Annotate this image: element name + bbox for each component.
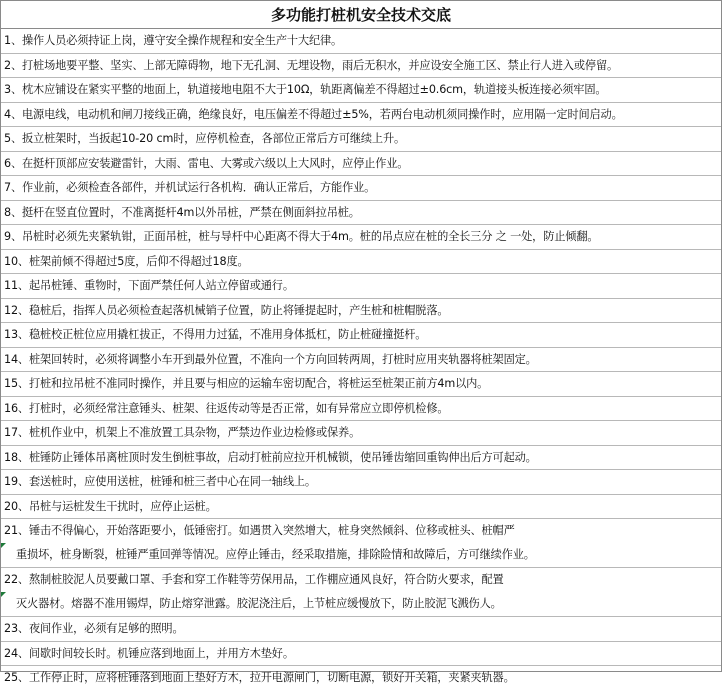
briefing-item-22	[1, 568, 721, 617]
briefing-item-15: 15、打桩和拉吊桩不准同时操作，并且要与相应的运输车密切配合，将桩运至桩架正前方4m以内。	[1, 372, 721, 397]
briefing-item-11: 11、起吊桩锤、重物时，下面严禁任何人站立停留或通行。	[1, 274, 721, 299]
briefing-item-line: 灭火器材。熔器不准用锡焊，防止熔穿泄露。胶泥浇注后，上节桩应缓慢放下，防止胶泥飞溅伤人。	[16, 597, 502, 610]
briefing-item-17: 17、桩机作业中，机架上不准放置工具杂物，严禁边作业边检修或保养。	[1, 421, 721, 446]
briefing-item-23: 23、夜间作业，必须有足够的照明。	[1, 617, 721, 642]
briefing-item-3: 3、枕木应铺设在紧实平整的地面上，轨道接地电阻不大于10Ω，轨距离偏差不得超过±0.6cm，轨道接头板连接必须牢固。	[1, 78, 721, 103]
briefing-item-line: 21、锤击不得偏心，开始落距要小，低锤密打。如遇贯入突然增大，桩身突然倾斜、位移或桩头、桩帽严	[4, 524, 515, 537]
briefing-item-13: 13、稳桩校正桩位应用撬杠拔正，不得用力过猛，不准用身体抵杠，防止桩碰撞挺杆。	[1, 323, 721, 348]
briefing-item-18: 18、桩锤防止锤体吊离桩顶时发生倒桩事故，启动打桩前应拉开机械锁，使吊锤齿缩回重钩伸出后方可起动。	[1, 446, 721, 471]
briefing-item-16: 16、打桩时，必须经常注意锤头、桩架、往返传动等是否正常，如有异常应立即停机检修。	[1, 397, 721, 422]
briefing-item-5: 5、扳立桩架时，当扳起10-20 cm时，应停机检查，各部位正常后方可继续上升。	[1, 127, 721, 152]
briefing-item-4: 4、电源电线，电动机和闸刀接线正确，绝缘良好，电压偏差不得超过±5%，若两台电动机须同操作时，应用隔一定时间启动。	[1, 103, 721, 128]
briefing-item-line: 重损坏，桩身断裂，桩锤严重回弹等情况。应停止锤击，经采取措施，排除险情和故障后，方可继续作业。	[16, 548, 535, 561]
document-title: 多功能打桩机安全技术交底	[1, 0, 721, 29]
briefing-item-21	[1, 519, 721, 568]
briefing-item-14: 14、桩架回转时，必须将调整小车开到最外位置，不准向一个方向回转两周，打桩时应用夹轨器将桩架固定。	[1, 348, 721, 373]
briefing-item-19: 19、套送桩时，应使用送桩，桩锤和桩三者中心在同一轴线上。	[1, 470, 721, 495]
briefing-item-9: 9、吊桩时必须先夹紧轨钳，正面吊桩，桩与导杆中心距离不得大于4m。桩的吊点应在桩的全长三分 之 一处，防止倾翻。	[1, 225, 721, 250]
briefing-item-24: 24、间歇时间较长时。机锤应落到地面上，并用方木垫好。	[1, 642, 721, 667]
cell-comment-marker-icon	[1, 543, 6, 548]
cell-comment-marker-icon	[1, 592, 6, 597]
briefing-item-20: 20、吊桩与运桩发生干扰时，应停止运桩。	[1, 495, 721, 520]
briefing-item-6: 6、在挺杆顶部应安装避雷针，大雨、雷电、大雾或六级以上大风时，应停止作业。	[1, 152, 721, 177]
briefing-item-25: 25、工作停止时，应将桩锤落到地面上垫好方木，拉开电源闸门，切断电源，锁好开关箱，夹紧夹轨器。	[4, 671, 515, 684]
briefing-item-12: 12、稳桩后，指挥人员必须检查起落机械销子位置，防止将锤提起时，产生桩和桩帽脱落。	[1, 299, 721, 324]
briefing-items-list	[1, 29, 721, 691]
briefing-item-10: 10、桩架前倾不得超过5度，后仰不得超过18度。	[1, 250, 721, 275]
briefing-item-2: 2、打桩场地要平整、坚实、上部无障碍物，地下无孔洞、无埋设物，雨后无积水，并应设安全施工区、禁止行人进入或停留。	[1, 54, 721, 79]
briefing-item-7: 7、作业前，必须检查各部件，并机试运行各机构．确认正常后，方能作业。	[1, 176, 721, 201]
briefing-item-8: 8、挺杆在竖直位置时，不准离挺杆4m以外吊桩，严禁在侧面斜拉吊桩。	[1, 201, 721, 226]
briefing-item-line: 22、熬制桩胶泥人员要戴口罩、手套和穿工作鞋等劳保用品，工作棚应通风良好，符合防火要求，配置	[4, 573, 504, 586]
briefing-item-1: 1、操作人员必须持证上岗，遵守安全操作规程和安全生产十大纪律。	[1, 29, 721, 54]
